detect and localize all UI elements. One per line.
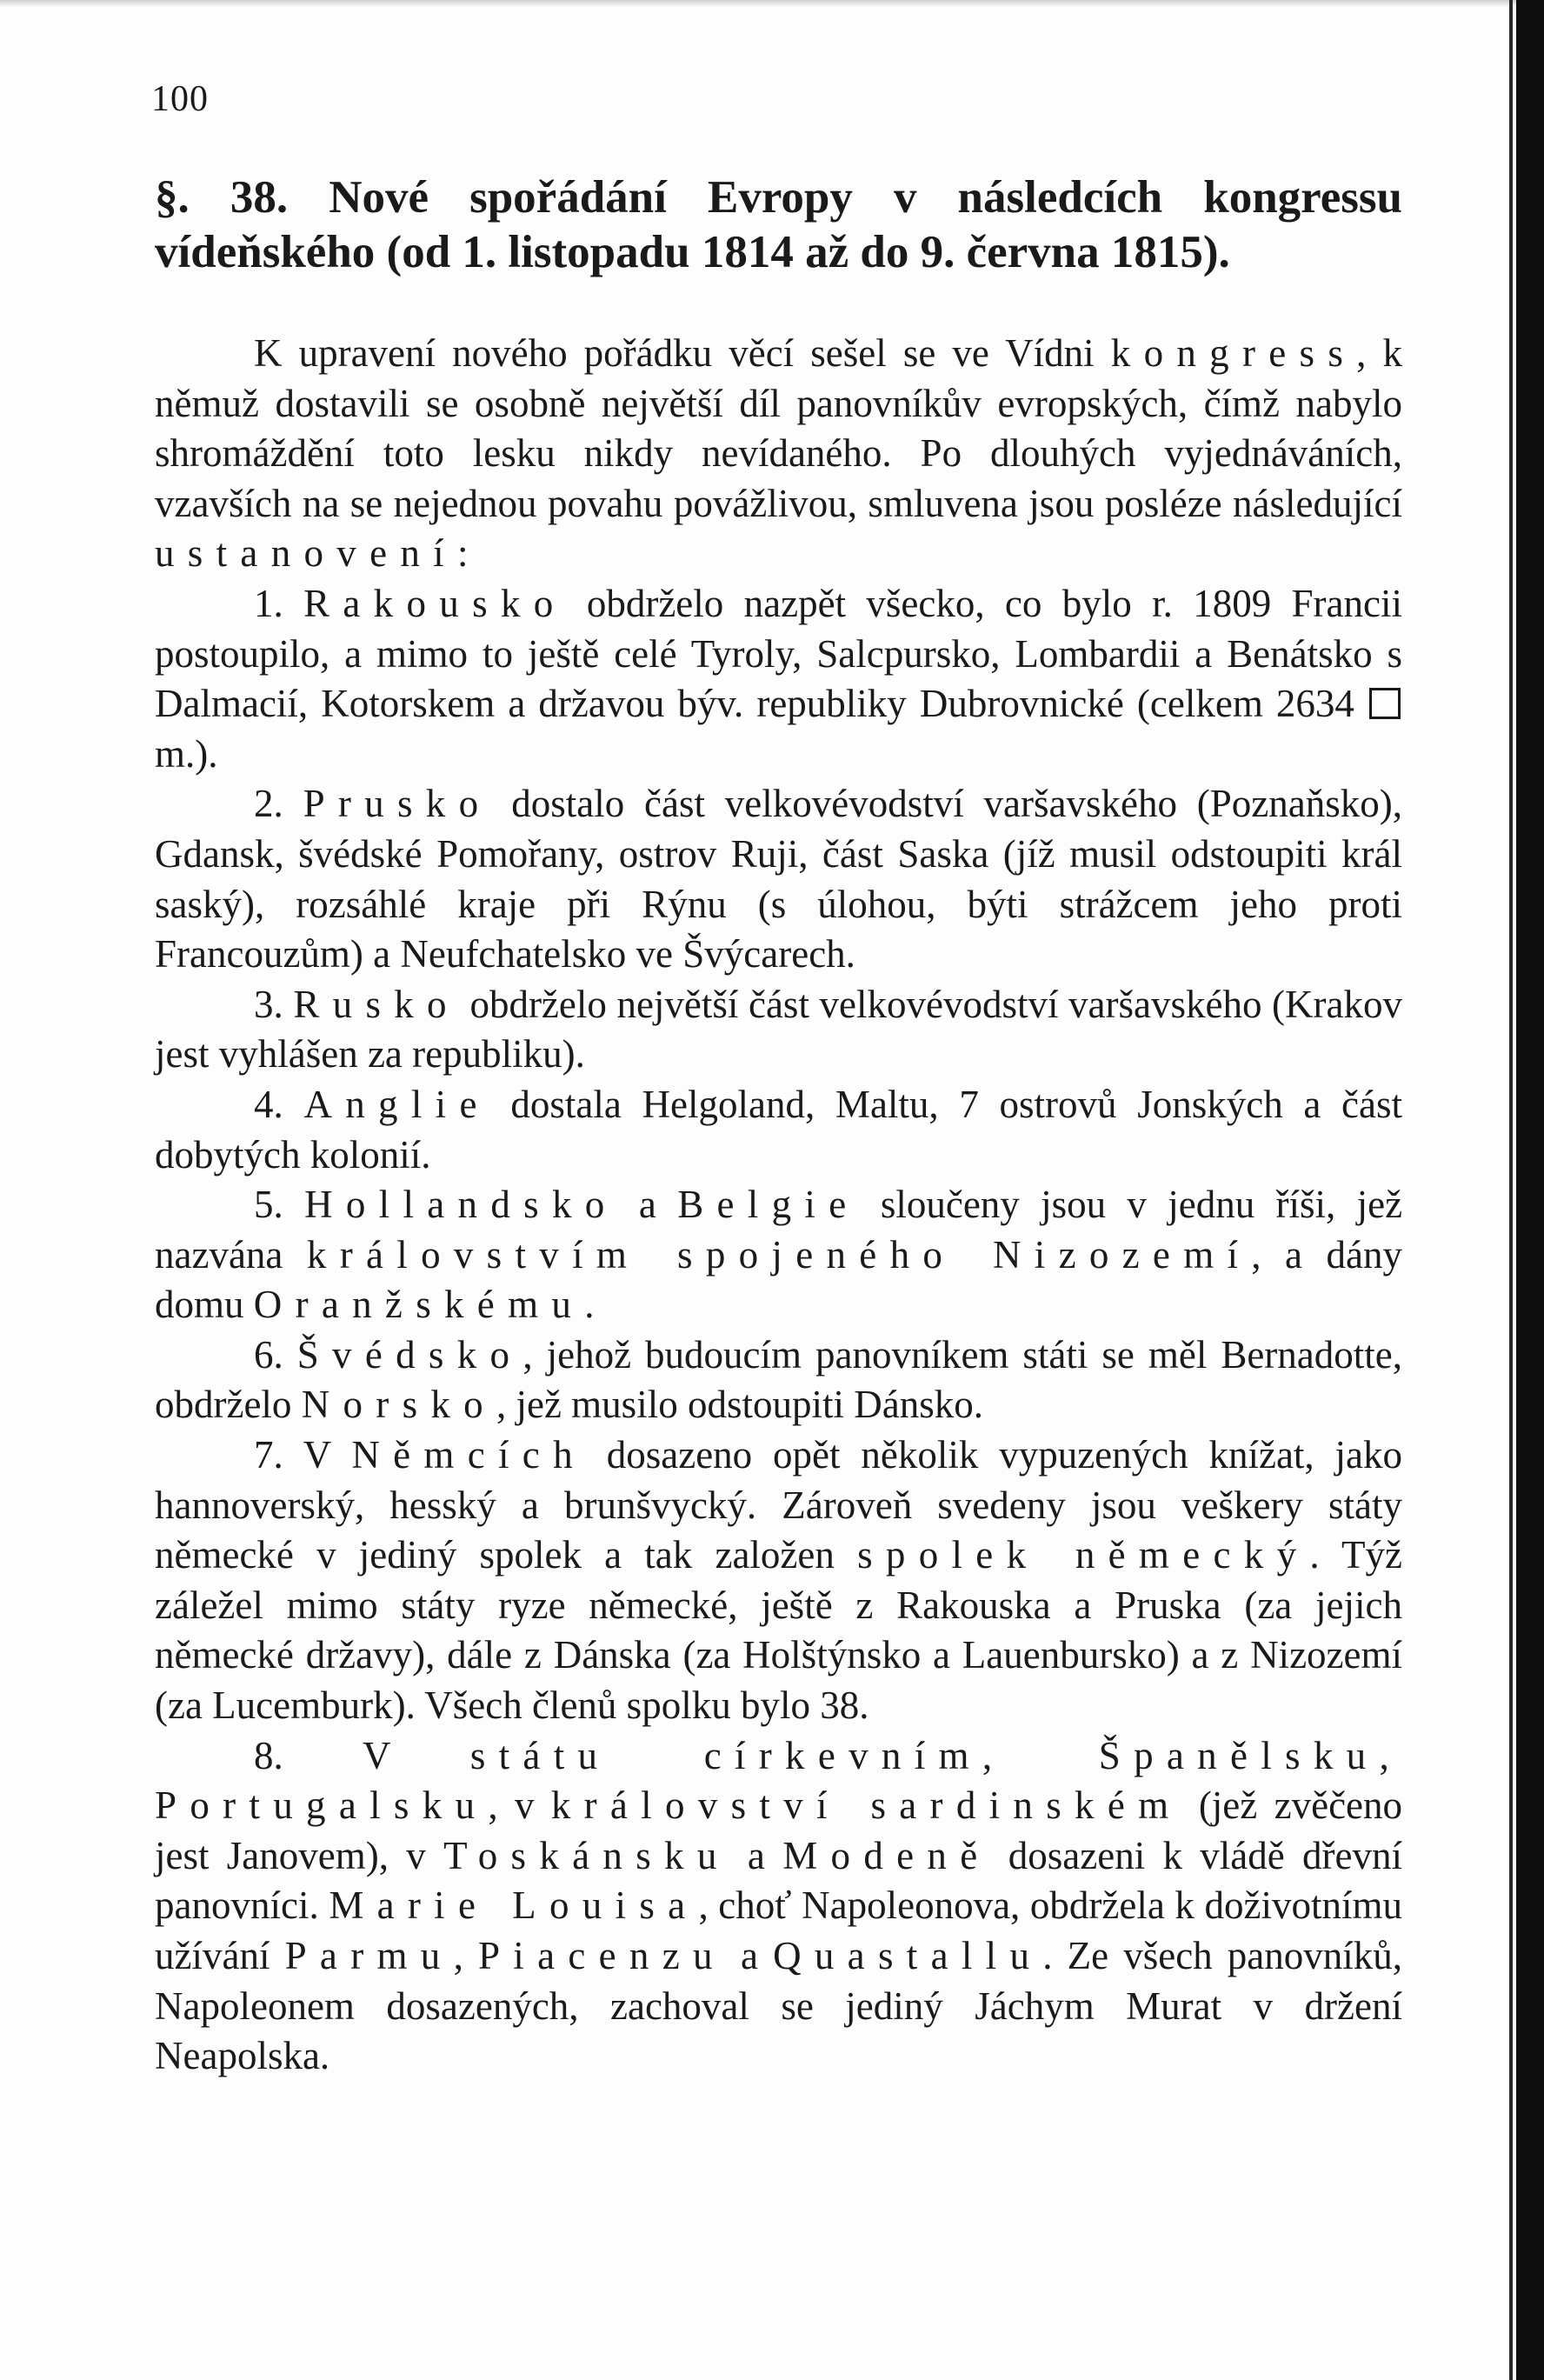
text-run: 4. <box>254 1082 283 1126</box>
text-run: . Ze všech panovníků, Napoleonem dosazených, zachoval se jediný Jáchym Murat v držení Neapolska. <box>155 1934 1403 2078</box>
right-scan-border <box>1516 0 1544 2380</box>
text-run: dosazeni k vládě dřevní panovníci. <box>155 1833 1402 1928</box>
text-run: kongress <box>1110 331 1357 375</box>
intro-paragraph <box>155 329 1402 579</box>
text-run: a <box>638 1183 656 1227</box>
text-run: státu církevním, Španělsku, Portugalsku <box>155 1733 1403 1828</box>
body-text <box>155 329 1402 2082</box>
text-run: Rusko <box>293 982 460 1026</box>
text-run: , k němuž dostavili se osobně největší díl panovníkův evropských, čímž nabylo shromáždění toto lesku nikdy nevídaného. Po dlouhých vyjednáváních, vzavších na se nejednou povahu povážlivou, smluvena jsou posléze následující <box>155 331 1402 525</box>
text-run: Piacenzu <box>477 1934 726 1977</box>
text-run: 2. <box>254 782 283 826</box>
text-run: Norsko <box>301 1383 496 1427</box>
text-run: Prusko <box>303 782 492 826</box>
list-item-3 <box>155 980 1402 1080</box>
text-run: (jež zvěčeno jest Janovem), v <box>155 1783 1403 1877</box>
text-run: dostalo část velkovévodství varšavského (Poznaňsko), Gdansk, švédské Pomořany, ostrov Ruji, část Saska (jíž musil odstoupiti král saský), rozsáhlé kraje při Rýnu (s úlohou, býti strážcem jeho proti Francouzům) a Neufchatelsko ve Švýcarech. <box>155 782 1402 977</box>
text-run: Marie Louisa <box>329 1883 699 1928</box>
right-scan-border-line <box>1509 0 1513 2380</box>
text-run: Anglie <box>303 1082 490 1126</box>
list-item-8 <box>155 1731 1402 2082</box>
text-run: Rakousko <box>303 581 567 625</box>
text-run: dosazeno opět několik vypuzených knížat, jako hannoverský, hesský a brunšvycký. Zároveň svedeny jsou veškery státy německé v jediný spolek a tak založen <box>155 1433 1403 1577</box>
text-run: 8. <box>254 1733 283 1777</box>
list-item-4 <box>155 1080 1402 1180</box>
text-run: , <box>488 1783 498 1828</box>
text-run: V <box>303 1433 331 1477</box>
text-run: : <box>456 531 469 576</box>
section-heading: §. 38. Nové spořádání Evropy v následcích kongressu vídeňského (od 1. listopadu 1814 až do 9. června 1815). <box>155 172 1402 277</box>
text-run: spolek německý <box>857 1533 1310 1577</box>
text-run: 3. <box>254 982 283 1026</box>
text-run: Parmu <box>284 1934 454 1977</box>
text-run: království sardinském <box>550 1783 1182 1828</box>
text-run: , <box>453 1934 463 1977</box>
top-scan-shadow <box>0 0 1544 7</box>
text-run: , choť Napoleonova, obdržela k doživotnímu užívání <box>155 1883 1402 1977</box>
list-item-1 <box>155 579 1402 779</box>
page-number: 100 <box>151 79 209 119</box>
text-run: m.). <box>155 731 218 776</box>
text-run: v <box>514 1783 535 1828</box>
text-run: královstvím spojeného Nizozemí <box>306 1232 1252 1277</box>
text-run: Oranžskému <box>253 1283 585 1327</box>
text-run: Quastallu <box>773 1934 1043 1977</box>
text-run: Švédsko <box>296 1332 523 1377</box>
text-run: V <box>363 1733 390 1777</box>
text-run: , a dány domu <box>155 1232 1402 1327</box>
text-run: 5. <box>254 1183 283 1227</box>
text-run: sloučeny jsou v jednu říši, jež nazvána <box>155 1183 1403 1277</box>
text-run: dostala Helgoland, Maltu, 7 ostrovů Jonských a část dobytých kolonií. <box>155 1082 1403 1177</box>
text-run: obdrželo největší část velkovévodství varšavského (Krakov jest vyhlášen za republiku). <box>155 982 1403 1077</box>
text-run: , jehož budoucím panovníkem státi se měl Bernadotte, obdrželo <box>155 1332 1402 1427</box>
text-run: Hollandsko <box>304 1183 618 1227</box>
text-run: a <box>747 1833 765 1877</box>
list-item-5 <box>155 1180 1402 1330</box>
text-run: Modeně <box>782 1833 991 1877</box>
text-run: obdrželo nazpět všecko, co bylo r. 1809 Francii postoupilo, a mimo to ještě celé Tyroly, Salcpursko, Lombardii a Benátsko s Dalmacií, Kotorskem a državou býv. republiky Dubrovnické (celkem 2634 <box>155 581 1402 726</box>
text-run: ustanovení <box>155 531 457 576</box>
text-run: , jež musilo odstoupiti Dánsko. <box>496 1383 983 1427</box>
text-run: Toskánsku <box>443 1833 730 1877</box>
text-run: 6. <box>254 1332 283 1377</box>
text-run: . Týž záležel mimo státy ryze německé, ještě z Rakouska a Pruska (za jejich německé državy), dále z Dánska (za Holštýnsko a Lauenbursko) a z Nizozemí (za Lucemburk). Všech členů spolku bylo 38. <box>155 1533 1402 1728</box>
text-run: . <box>584 1283 595 1327</box>
list-item-6 <box>155 1330 1402 1430</box>
text-run: Belgie <box>677 1183 860 1227</box>
list-item-2 <box>155 779 1402 979</box>
text-run: a <box>740 1934 758 1977</box>
text-run: 1. <box>254 581 283 625</box>
text-run: K upravení nového pořádku věcí sešel se ve Vídni <box>254 331 1095 375</box>
list-item-7 <box>155 1430 1402 1731</box>
text-run: 7. <box>254 1433 283 1477</box>
text-run: Němcích <box>351 1433 586 1477</box>
square-unit-icon <box>1369 688 1401 719</box>
